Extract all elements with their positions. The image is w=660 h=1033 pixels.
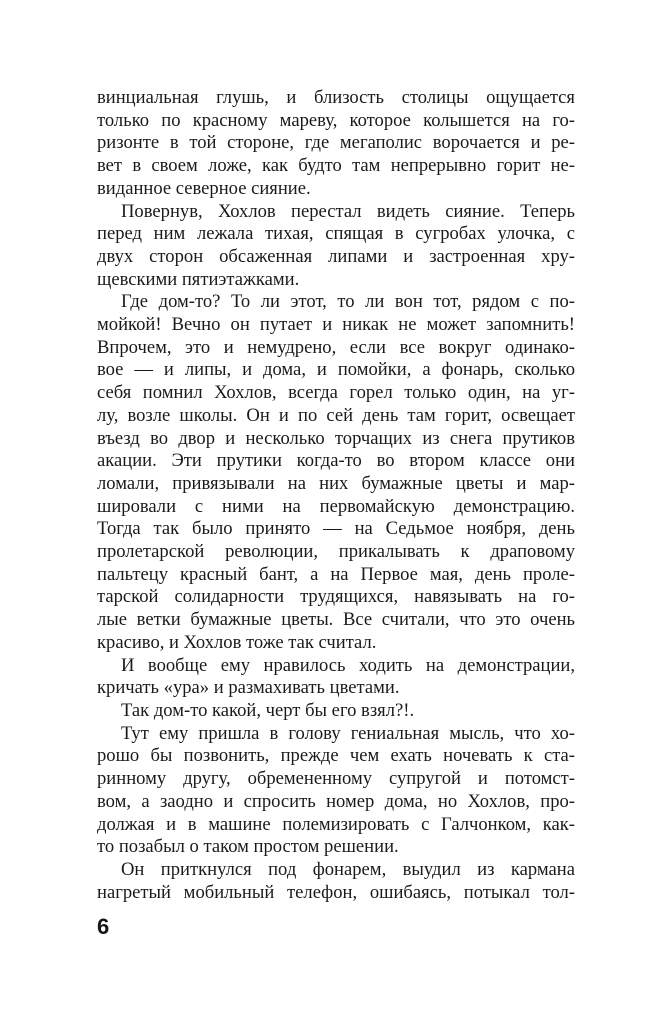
- text-line: Так дом-то какой, черт бы его взял?!.: [121, 699, 415, 721]
- text-line: кричать «ура» и размахивать цветами.: [97, 677, 400, 699]
- text-line: тарской солидарности трудящихся, навязывать на го-: [97, 586, 575, 608]
- text-line: акации. Эти прутики когда-то во втором классе они: [97, 450, 575, 472]
- text-line: шировали с ними на первомайскую демонстрацию.: [97, 495, 575, 517]
- paragraph: [97, 655, 575, 700]
- text-line: рошо бы позвонить, прежде чем ехать ночевать к ста-: [97, 745, 575, 767]
- text-column: [97, 87, 575, 904]
- text-line: только по красному мареву, которое колышется на го-: [97, 109, 575, 131]
- page-number: 6: [97, 914, 110, 939]
- text-line: ломали, привязывали на них бумажные цветы и мар-: [97, 472, 575, 494]
- text-line: вет в своем ложе, как будто там непрерывно горит не-: [97, 155, 575, 177]
- text-line: Он приткнулся под фонарем, выудил из кармана: [121, 858, 575, 880]
- text-line: двух сторон обсаженная липами и застроенная хру-: [97, 245, 575, 267]
- text-line: въезд во двор и несколько торчащих из снега прутиков: [97, 427, 575, 449]
- text-line: вом, а заодно и спросить номер дома, но Хохлов, про-: [97, 790, 575, 812]
- text-line: Где дом-то? То ли этот, то ли вон тот, рядом с по-: [121, 291, 575, 313]
- text-line: то позабыл о таком простом решении.: [97, 836, 399, 858]
- text-line: пальтецу красный бант, а на Первое мая, день проле-: [97, 563, 575, 585]
- text-line: лые ветки бумажные цветы. Все считали, что это очень: [97, 609, 575, 631]
- text-line: себя помнил Хохлов, всегда горел только один, на уг-: [97, 382, 575, 404]
- text-line: Впрочем, это и немудрено, если все вокруг одинако-: [97, 336, 575, 358]
- text-line: Тогда так было принято — на Седьмое ноября, день: [97, 518, 575, 540]
- text-line: винциальная глушь, и близость столицы ощущается: [97, 87, 575, 108]
- text-line: И вообще ему нравилось ходить на демонстрации,: [121, 654, 575, 676]
- text-line: ринному другу, обремененному супругой и потомст-: [97, 768, 575, 790]
- text-line: пролетарской революции, прикалывать к драповому: [97, 541, 575, 563]
- text-line: ризонте в той стороне, где мегаполис ворочается и ре-: [97, 132, 575, 154]
- paragraph: [97, 87, 575, 201]
- text-line: вое — и липы, и дома, и помойки, а фонарь, сколько: [97, 359, 575, 381]
- paragraph: [97, 201, 575, 292]
- text-line: щевскими пятиэтажками.: [97, 268, 300, 290]
- text-line: виданное северное сияние.: [97, 177, 311, 199]
- text-line: Повернув, Хохлов перестал видеть сияние. Теперь: [121, 200, 575, 222]
- text-line: нагретый мобильный телефон, ошибаясь, потыкал тол-: [97, 881, 575, 903]
- text-line: перед ним лежала тихая, спящая в сугробах улочка, с: [97, 223, 575, 245]
- text-line: лу, возле школы. Он и по сей день там горит, освещает: [97, 404, 575, 426]
- text-line: красиво, и Хохлов тоже так считал.: [97, 631, 377, 653]
- paragraph: [97, 291, 575, 654]
- paragraph: [97, 723, 575, 859]
- text-line: должая и в машине полемизировать с Галчонком, как-: [97, 813, 575, 835]
- text-line: мойкой! Вечно он путает и никак не может запомнить!: [97, 314, 575, 336]
- paragraph: [97, 700, 575, 723]
- text-line: Тут ему пришла в голову гениальная мысль, что хо-: [121, 722, 575, 744]
- paragraph: [97, 859, 575, 904]
